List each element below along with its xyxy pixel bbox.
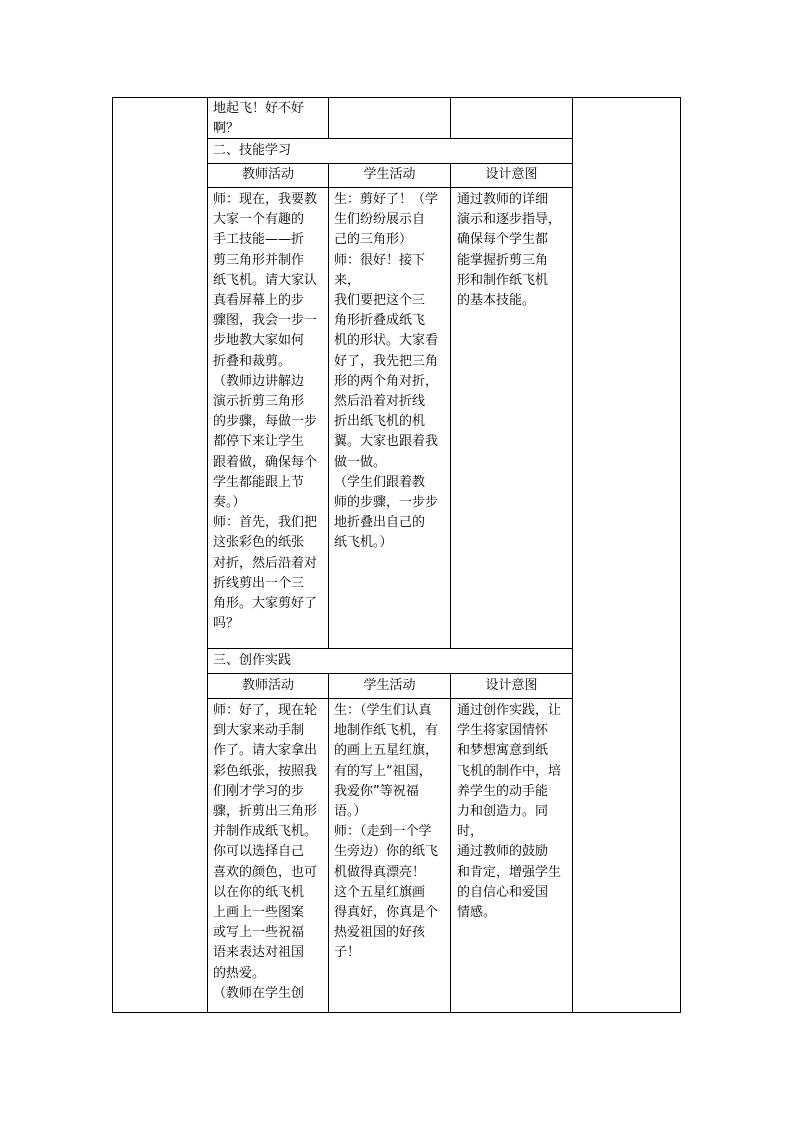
text-line: 己的三角形） — [334, 232, 413, 248]
text-line: 生：剪好了！（学 — [334, 192, 439, 207]
table-border-top — [112, 97, 681, 98]
text-line: 形和制作纸飞机 — [457, 272, 549, 288]
text-line: 有的写上“祖国， — [334, 763, 432, 779]
text-line: 机做得真漂亮！ — [334, 864, 426, 880]
text-line: 学生将家国情怀 — [457, 723, 549, 739]
text-line: 然后沿着对折线 — [334, 394, 426, 410]
teacher-activity-cell — [213, 701, 327, 1004]
text-line: 以在你的纸飞机 — [213, 884, 305, 900]
student-activity-cell — [334, 701, 449, 964]
text-line: 的自信心和爱国 — [457, 884, 549, 900]
inner-col-left — [207, 97, 208, 1013]
text-line: 彩色纸张，按照我 — [213, 763, 318, 779]
text-line: 师：现在，我要教 — [213, 192, 318, 207]
col-divider-2-s3 — [450, 673, 451, 1013]
text-line: 做一做。 — [334, 454, 387, 470]
text-line: 好了，我先把三角 — [334, 353, 439, 369]
text-line: 师：首先，我们把 — [213, 515, 318, 531]
column-header-teacher: 教师活动 — [241, 678, 294, 693]
text-line: 上画上一些图案 — [213, 905, 305, 921]
text-line: 学生都能跟上节 — [213, 474, 305, 490]
text-line: 我们要把这个三 — [334, 293, 426, 309]
text-line: 生：（学生们认真 — [334, 703, 432, 718]
text-line: 形的两个角对折， — [334, 373, 439, 389]
column-header-student: 学生活动 — [363, 167, 416, 182]
text-line: 和肯定，增强学生 — [457, 864, 562, 880]
text-line: 师：好了，现在轮 — [213, 703, 318, 718]
text-line: 的基本技能。 — [457, 293, 536, 309]
text-line: （学生们跟着教 — [334, 474, 426, 490]
column-header-teacher: 教师活动 — [241, 167, 294, 182]
text-line: 折出纸飞机的机 — [334, 414, 426, 430]
text-line: 演示和逐步指导， — [457, 212, 562, 228]
row-line — [207, 698, 573, 699]
text-line: 骤图，我会一步一 — [213, 313, 318, 329]
text-line: 奏。） — [213, 495, 246, 511]
text-line: 大家一个有趣的 — [213, 212, 305, 228]
col-divider-1-s3 — [328, 673, 329, 1013]
text-line: 的热爱。 — [213, 965, 266, 981]
section-title: 二、技能学习 — [213, 143, 292, 158]
column-header-intent: 设计意图 — [485, 167, 538, 182]
text-line: 折叠和裁剪。 — [213, 353, 292, 369]
text-line: 真看屏幕上的步 — [213, 293, 305, 309]
text-line: 角形。大家剪好了 — [213, 596, 318, 612]
inner-col-right — [572, 97, 573, 1013]
text-line: （教师在学生创 — [213, 985, 305, 1001]
row-line — [207, 163, 573, 164]
text-line: 通过创作实践，让 — [457, 703, 562, 718]
intro-teacher-cell — [213, 99, 325, 139]
text-line: 跟着做，确保每个 — [213, 454, 318, 470]
text-line: 或写上一些祝福 — [213, 925, 305, 941]
text-line: 师：很好！接下来， — [334, 252, 426, 288]
text-line: 对折，然后沿着对 — [213, 555, 318, 571]
design-intent-cell — [457, 190, 571, 311]
text-line: 生们纷纷展示自 — [334, 212, 426, 228]
text-line: 喜欢的颜色，也可 — [213, 864, 318, 880]
text-line: 飞机的制作中，培 — [457, 763, 562, 779]
text-line: 的步骤，每做一步 — [213, 414, 318, 430]
column-header-intent: 设计意图 — [485, 678, 538, 693]
column-header-student: 学生活动 — [363, 678, 416, 693]
text-line: 生旁边）你的纸飞 — [334, 844, 439, 860]
text-line: 师的步骤，一步步 — [334, 495, 439, 511]
text-line: 能掌握折剪三角 — [457, 252, 549, 268]
text-line: 地制作纸飞机，有 — [334, 723, 439, 739]
text-line: 啊？ — [213, 121, 240, 137]
text-line: 都停下来让学生 — [213, 434, 305, 450]
text-line: 角形折叠成纸飞 — [334, 313, 426, 329]
text-line: 师：（走到一个学 — [334, 824, 432, 840]
text-line: 子！ — [334, 945, 361, 961]
row-line — [207, 648, 573, 649]
text-line: 和梦想寓意到纸 — [457, 743, 549, 759]
design-intent-cell — [457, 701, 571, 923]
col-divider-2-s2 — [450, 163, 451, 649]
text-line: 语。） — [334, 804, 367, 820]
text-line: （教师边讲解边 — [213, 373, 305, 389]
text-line: 我爱你”等祝福 — [334, 783, 419, 799]
row-line — [207, 673, 573, 674]
text-line: 通过教师的详细 — [457, 192, 549, 207]
text-line: 地起飞！好不好 — [213, 101, 305, 116]
text-line: 地折叠出自己的 — [334, 515, 426, 531]
text-line: 这张彩色的纸张 — [213, 535, 305, 551]
text-line: 机的形状。大家看 — [334, 333, 439, 349]
text-line: 通过教师的鼓励 — [457, 844, 549, 860]
text-line: 语来表达对祖国 — [213, 945, 305, 961]
text-line: 折线剪出一个三 — [213, 575, 305, 591]
table-border-bottom — [112, 1012, 681, 1013]
text-line: 到大家来动手制 — [213, 723, 305, 739]
text-line: 力和创造力。同时， — [457, 804, 549, 840]
text-line: 你可以选择自己 — [213, 844, 305, 860]
text-line: 情感。 — [457, 905, 497, 921]
col-divider-1-s2 — [328, 163, 329, 649]
col-divider-2-top — [450, 97, 451, 138]
text-line: 得真好，你真是个 — [334, 905, 439, 921]
text-line: 作了。请大家拿出 — [213, 743, 318, 759]
text-line: 养学生的动手能 — [457, 783, 549, 799]
text-line: 纸飞机。） — [334, 535, 393, 551]
text-line: 纸飞机。请大家认 — [213, 272, 318, 288]
text-line: 并制作成纸飞机。 — [213, 824, 318, 840]
section-title: 三、创作实践 — [213, 653, 292, 668]
text-line: 剪三角形并制作 — [213, 252, 305, 268]
col-divider-1-top — [328, 97, 329, 138]
text-line: 们刚才学习的步 — [213, 783, 305, 799]
text-line: 吗？ — [213, 616, 240, 632]
text-line: 翼。大家也跟着我 — [334, 434, 439, 450]
table-border-right — [680, 97, 681, 1013]
text-line: 这个五星红旗画 — [334, 884, 426, 900]
text-line: 确保每个学生都 — [457, 232, 549, 248]
text-line: 手工技能——折 — [213, 232, 305, 248]
text-line: 步地教大家如何 — [213, 333, 305, 349]
row-line — [207, 187, 573, 188]
table-border-left — [112, 97, 113, 1013]
teacher-activity-cell — [213, 190, 327, 634]
text-line: 热爱祖国的好孩 — [334, 925, 426, 941]
text-line: 演示折剪三角形 — [213, 394, 305, 410]
text-line: 骤，折剪出三角形 — [213, 804, 318, 820]
student-activity-cell — [334, 190, 449, 554]
text-line: 的画上五星红旗， — [334, 743, 439, 759]
